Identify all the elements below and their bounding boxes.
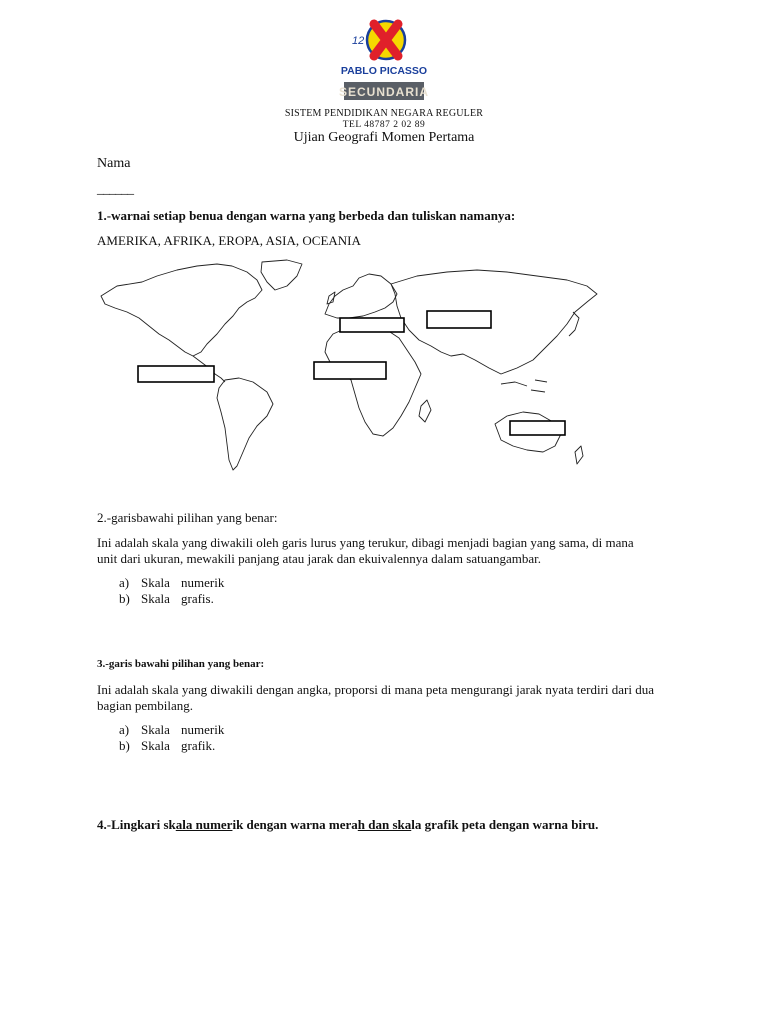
option-rest: numerik: [181, 575, 225, 590]
question-3-paragraph: Ini adalah skala yang diwakili dengan angka, proporsi di mana peta mengurangi jarak nyata terdiri dari dua bagian pembilang.: [97, 682, 654, 713]
exam-title: Ujian Geografi Momen Pertama: [293, 130, 475, 145]
answer-box-asia: [427, 311, 491, 328]
question-3: 3.-garis bawahi pilihan yang benar:: [97, 658, 265, 670]
logo-brand-text: PABLO PICASSO: [340, 65, 428, 77]
uk-outline: [327, 292, 335, 304]
option-word: Skala: [141, 738, 170, 753]
option-word: Skala: [141, 591, 170, 606]
answer-box-africa: [314, 362, 386, 379]
question-2-paragraph: Ini adalah skala yang diwakili oleh garis lurus yang terukur, dibagi menjadi bagian yang sama, di mana unit dari ukuran, mewakili panjang atau jarak dan ekuivalennya dalam satuangambar.: [97, 535, 634, 566]
continent-list: AMERIKA, AFRIKA, EROPA, ASIA, OCEANIA: [97, 233, 361, 248]
option-rest: grafik.: [181, 738, 216, 753]
question-4-underlined: ala numer: [175, 817, 233, 832]
answer-box-europe: [340, 318, 404, 332]
question-3-option-a[interactable]: [119, 722, 224, 738]
school-name: SISTEM PENDIDIKAN NEGARA REGULER: [284, 108, 484, 119]
answer-box-oceania: [510, 421, 565, 435]
name-label: Nama: [97, 156, 131, 171]
logo-sub-text: SECUNDARIA: [338, 85, 430, 99]
question-3-option-b[interactable]: [119, 738, 215, 754]
option-rest: numerik: [181, 722, 225, 737]
europe-outline: [325, 274, 397, 318]
answer-box-america: [138, 366, 214, 382]
option-rest: grafis.: [181, 591, 214, 606]
new-zealand-outline: [575, 446, 583, 464]
option-letter: a): [119, 575, 130, 590]
name-blank-line[interactable]: ______: [97, 182, 133, 197]
question-4-underlined: h dan ska: [357, 817, 412, 832]
school-logo: [334, 14, 434, 104]
question-2-option-a[interactable]: [119, 575, 224, 591]
question-1: 1.-warnai setiap benua dengan warna yang berbeda dan tuliskan namanya:: [97, 208, 516, 223]
africa-outline: [325, 326, 421, 436]
question-2: 2.-garisbawahi pilihan yang benar:: [97, 510, 278, 525]
phone-line: TEL 48787 2 02 89: [342, 120, 426, 130]
question-4-part: la grafik peta dengan warna biru.: [411, 817, 599, 832]
asia-outline: [391, 270, 597, 374]
option-word: Skala: [141, 575, 170, 590]
world-map: [97, 256, 603, 472]
logo-badge-text: 12: [352, 35, 365, 47]
madagascar-outline: [419, 400, 431, 422]
indonesia-outline: [501, 380, 547, 392]
japan-outline: [569, 312, 579, 336]
option-letter: b): [119, 738, 130, 753]
question-4-part: ik dengan warna mera: [232, 817, 358, 832]
question-2-option-b[interactable]: [119, 591, 214, 607]
option-letter: a): [119, 722, 130, 737]
south-america-outline: [217, 378, 273, 470]
option-word: Skala: [141, 722, 170, 737]
greenland-outline: [261, 260, 302, 290]
question-4: [97, 817, 598, 833]
question-4-part: 4.-Lingkari sk: [97, 817, 176, 832]
north-america-outline: [101, 264, 262, 356]
option-letter: b): [119, 591, 130, 606]
